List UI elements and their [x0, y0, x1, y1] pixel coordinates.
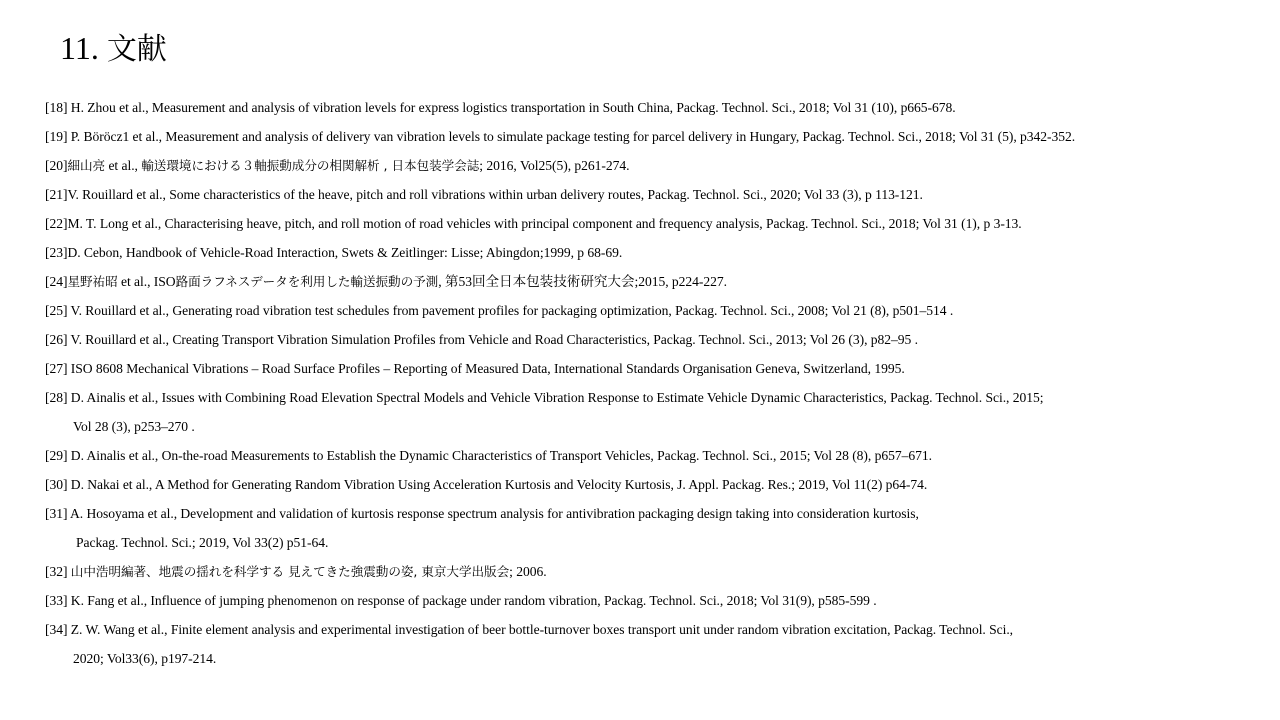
reference-item: [21]V. Rouillard et al., Some characteristics of the heave, pitch and roll vibrations within urban delivery routes, Packag. Technol. Sci., 2020; Vol 33 (3), p 113-121.: [45, 187, 923, 202]
reference-citation: ; 2006.: [509, 564, 547, 579]
reference-prefix: [20]: [45, 158, 68, 173]
reference-item: [25] V. Rouillard et al., Generating road vibration test schedules from pavement profiles for packaging optimization, Packag. Technol. Sci., 2008; Vol 21 (8), p501–514 .: [45, 303, 954, 318]
title-text: 文献: [106, 32, 167, 67]
reference-item: [29] D. Ainalis et al., On-the-road Measurements to Establish the Dynamic Characteristics of Transport Vehicles, Packag. Technol. Sci., 2015; Vol 28 (8), p657–671.: [45, 448, 932, 463]
reference-prefix: [32]: [45, 564, 71, 579]
reference-item-continuation: Packag. Technol. Sci.; 2019, Vol 33(2) p51-64.: [76, 535, 329, 550]
reference-etal: et al., ISO: [117, 274, 176, 289]
reference-author-ja: 細山亮: [67, 158, 106, 173]
reference-item: [22]M. T. Long et al., Characterising heave, pitch, and roll motion of road vehicles with principal component and frequency analysis, Packag. Technol. Sci., 2018; Vol 31 (1), p 3-13.: [45, 216, 1022, 231]
reference-etal: et al.,: [105, 158, 142, 173]
reference-list: [45, 93, 1275, 673]
reference-item: [45, 151, 1275, 180]
reference-item: [45, 267, 1275, 296]
reference-item: [18] H. Zhou et al., Measurement and analysis of vibration levels for express logistics transportation in South China, Packag. Technol. Sci., 2018; Vol 31 (10), p665-678.: [45, 100, 956, 115]
reference-author-ja: 星野祐昭: [67, 274, 118, 289]
reference-title-ja: 山中浩明編著、地震の揺れを科学する 見えてきた強震動の姿, 東京大学出版会: [70, 564, 510, 579]
reference-item: [26] V. Rouillard et al., Creating Transport Vibration Simulation Profiles from Vehicle and Road Characteristics, Packag. Technol. Sci., 2013; Vol 26 (3), p82–95 .: [45, 332, 918, 347]
page-title: [60, 28, 167, 70]
reference-item-continuation: 2020; Vol33(6), p197-214.: [73, 651, 217, 666]
reference-item: [45, 557, 1275, 586]
reference-title-ja: 路面ラフネスデータを利用した輸送振動の予測: [175, 274, 439, 289]
reference-citation: ; 2016, Vol25(5), p261-274.: [479, 158, 630, 173]
reference-citation: , 第53回全日本包装技術研究大会;2015, p224-227.: [438, 274, 727, 289]
reference-prefix: [24]: [45, 274, 68, 289]
reference-item: [30] D. Nakai et al., A Method for Generating Random Vibration Using Acceleration Kurtosis and Velocity Kurtosis, J. Appl. Packag. Res.; 2019, Vol 11(2) p64-74.: [45, 477, 928, 492]
reference-title-ja: 輸送環境における３軸振動成分の相関解析 , 日本包装学会誌: [141, 158, 480, 173]
title-number: 11.: [60, 30, 99, 66]
reference-item: [34] Z. W. Wang et al., Finite element analysis and experimental investigation of beer bottle-turnover boxes transport unit under random vibration excitation, Packag. Technol. Sci.,: [45, 622, 1014, 637]
reference-item: [28] D. Ainalis et al., Issues with Combining Road Elevation Spectral Models and Vehicle Vibration Response to Estimate Vehicle Dynamic Characteristics, Packag. Technol. Sci., 2015;: [45, 390, 1044, 405]
reference-item: [19] P. Böröcz1 et al., Measurement and analysis of delivery van vibration levels to simulate package testing for parcel delivery in Hungary, Packag. Technol. Sci., 2018; Vol 31 (5), p342-352.: [45, 129, 1076, 144]
reference-item: [27] ISO 8608 Mechanical Vibrations – Road Surface Profiles – Reporting of Measured Data, International Standards Organisation Geneva, Switzerland, 1995.: [45, 361, 905, 376]
reference-item: [23]D. Cebon, Handbook of Vehicle-Road Interaction, Swets & Zeitlinger: Lisse; Abingdon;1999, p 68-69.: [45, 245, 623, 260]
reference-item: [31] A. Hosoyama et al., Development and validation of kurtosis response spectrum analysis for antivibration packaging design taking into consideration kurtosis,: [45, 506, 919, 521]
reference-item-continuation: Vol 28 (3), p253–270 .: [73, 419, 195, 434]
reference-item: [33] K. Fang et al., Influence of jumping phenomenon on response of package under random vibration, Packag. Technol. Sci., 2018; Vol 31(9), p585-599 .: [45, 593, 877, 608]
